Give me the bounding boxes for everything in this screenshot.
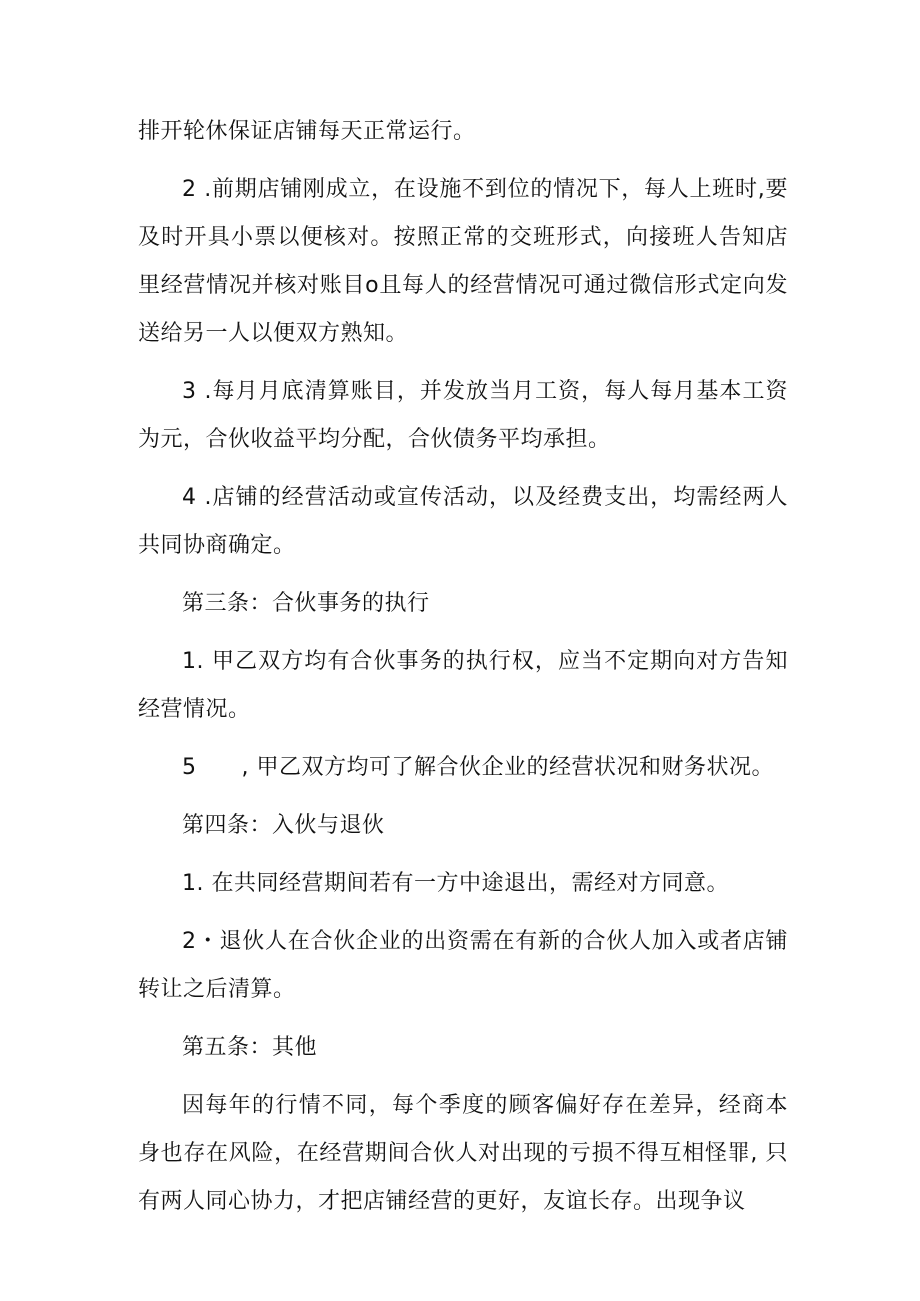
paragraph-clause-2: 2 .前期店铺刚成立，在设施不到位的情况下，每人上班时,要及时开具小票以便核对。按照正常的交班形式，向接班人告知店里经营情况并核对账目o且每人的经营情况可通过微信形式定向发送给另一人以便双方熟知。 — [138, 177, 788, 346]
heading-article-5: 第五条：其他 — [182, 1035, 318, 1060]
paragraph-clause-4: 4 .店铺的经营活动或宣传活动，以及经费支出，均需经两人共同协商确定。 — [138, 485, 788, 558]
paragraph-withdrawal-1: 1. 在共同经营期间若有一方中途退出，需经对方同意。 — [182, 871, 729, 896]
paragraph-shift-rotation: 排开轮休保证店铺每天正常运行。 — [138, 119, 476, 144]
heading-article-3: 第三条：合伙事务的执行 — [182, 591, 430, 616]
document-body — [138, 108, 788, 1226]
paragraph-other: 因每年的行情不同，每个季度的顾客偏好存在差异，经商本身也存在风险，在经营期间合伙人对出现的亏损不得互相怪罪, 只有两人同心协力，才把店铺经营的更好，友谊长存。出现争议 — [138, 1093, 788, 1214]
paragraph-execution-5: 5 , 甲乙双方均可了解合伙企业的经营状况和财务状况。 — [182, 755, 774, 780]
heading-article-4: 第四条：入伙与退伙 — [182, 813, 385, 838]
paragraph-clause-3: 3 .每月月底清算账目，并发放当月工资，每人每月基本工资为元，合伙收益平均分配，合伙债务平均承担。 — [138, 379, 788, 452]
paragraph-execution-1: 1. 甲乙双方均有合伙事务的执行权，应当不定期向对方告知经营情况。 — [138, 649, 788, 722]
paragraph-withdrawal-2: 2・退伙人在合伙企业的出资需在有新的合伙人加入或者店铺转让之后清算。 — [138, 929, 788, 1002]
